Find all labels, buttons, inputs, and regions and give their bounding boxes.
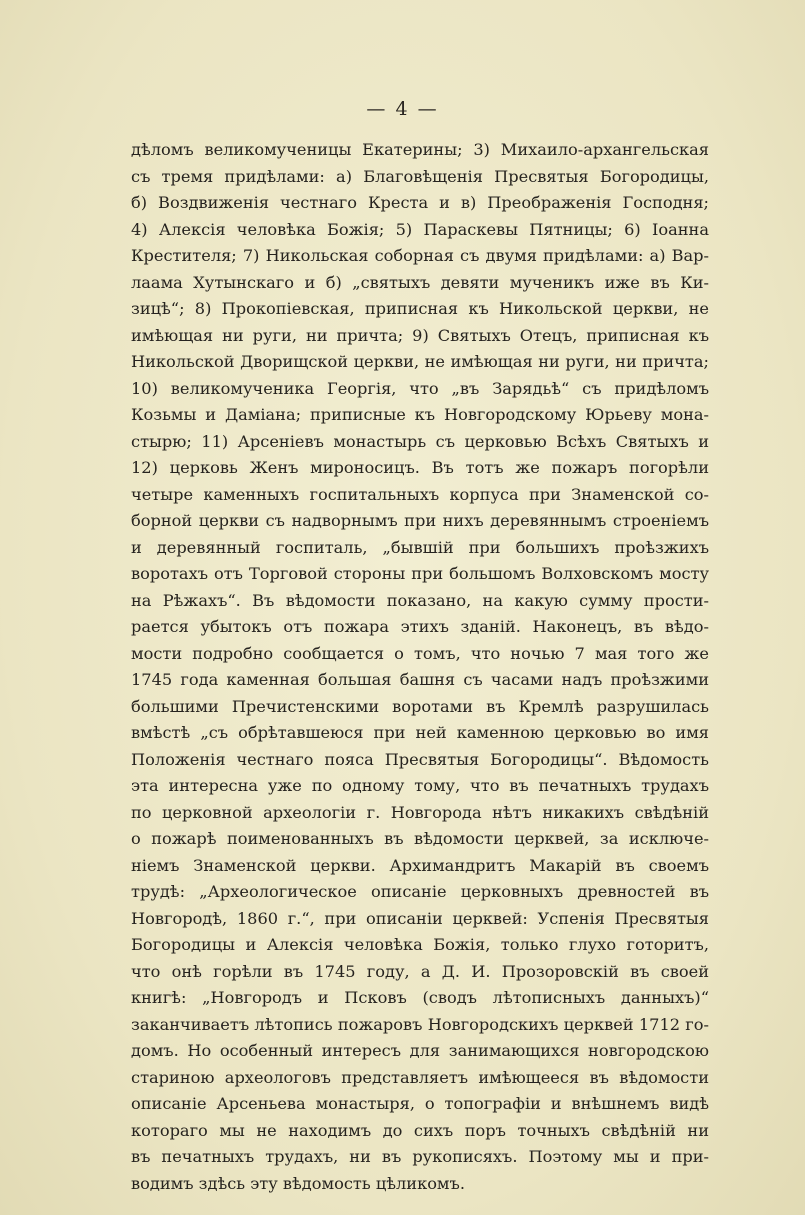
text-line: борной церкви съ надворнымъ при нихъ деревяннымъ строеніемъ bbox=[131, 511, 709, 530]
text-line: воротахъ отъ Торговой стороны при большомъ Волховскомъ мосту bbox=[131, 564, 709, 583]
text-line: Новгородѣ, 1860 г.“, при описаніи церквей: Успенія Пресвятыя bbox=[131, 908, 709, 928]
text-line: по церковной археологіи г. Новгорода нѣтъ никакихъ свѣдѣній bbox=[131, 802, 709, 822]
body-text bbox=[131, 137, 709, 1197]
text-line: Положенія честнаго пояса Пресвятыя Богородицы“. Вѣдомость bbox=[131, 749, 709, 769]
text-line: эта интересна уже по одному тому, что въ печатныхъ трудахъ bbox=[131, 776, 709, 795]
text-line: водимъ здѣсь эту вѣдомость цѣликомъ. bbox=[131, 1173, 465, 1193]
text-line: 10) великомученика Георгія, что „въ Зарядьѣ“ съ придѣломъ bbox=[131, 378, 709, 398]
text-line: Никольской Дворищской церкви, не имѣющая ни руги, ни причта; bbox=[131, 352, 709, 371]
text-line: Козьмы и Даміана; приписные къ Новгородскому Юрьеву мона- bbox=[131, 405, 709, 424]
text-line: въ печатныхъ трудахъ, ни въ рукописяхъ. Поэтому мы и при- bbox=[131, 1147, 709, 1166]
text-line: описаніе Арсеньева монастыря, о топографіи и внѣшнемъ видѣ bbox=[131, 1094, 709, 1113]
text-line: о пожарѣ поименованныхъ въ вѣдомости церквей, за исключе- bbox=[131, 829, 709, 848]
text-line: зицѣ“; 8) Прокопіевская, приписная къ Никольской церкви, не bbox=[131, 299, 709, 318]
text-line: на Рѣжахъ“. Въ вѣдомости показано, на какую сумму прости- bbox=[131, 590, 709, 610]
text-line: съ тремя придѣлами: а) Благовѣщенія Пресвятыя Богородицы, bbox=[131, 166, 709, 186]
text-line: что онѣ горѣли въ 1745 году, а Д. И. Прозоровскій въ своей bbox=[131, 961, 709, 981]
text-line: дѣломъ великомученицы Екатерины; 3) Михаило-архангельская bbox=[131, 140, 709, 159]
text-line: б) Воздвиженія честнаго Креста и в) Преображенія Господня; bbox=[131, 193, 709, 212]
text-line: заканчиваетъ лѣтопись пожаровъ Новгородскихъ церквей 1712 го- bbox=[131, 1014, 709, 1034]
text-line: 1745 года каменная большая башня съ часами надъ проѣзжими bbox=[131, 670, 709, 689]
text-line: четыре каменныхъ госпитальныхъ корпуса при Знаменской со- bbox=[131, 484, 709, 504]
text-line: стариною археологовъ представляетъ имѣющееся въ вѣдомости bbox=[131, 1067, 709, 1087]
text-line: большими Пречистенскими воротами въ Кремлѣ разрушилась bbox=[131, 696, 709, 716]
text-line: рается убытокъ отъ пожара этихъ зданій. Наконецъ, въ вѣдо- bbox=[131, 617, 709, 636]
text-line: трудѣ: „Археологическое описаніе церковныхъ древностей въ bbox=[131, 882, 709, 901]
text-line: домъ. Но особенный интересъ для занимающихся новгородскою bbox=[131, 1041, 709, 1060]
text-line: мости подробно сообщается о томъ, что ночью 7 мая того же bbox=[131, 643, 709, 663]
text-line: и деревянный госпиталь, „бывшій при большихъ проѣзжихъ bbox=[131, 537, 709, 557]
text-line: вмѣстѣ „съ обрѣтавшеюся при ней каменною церковью во имя bbox=[131, 723, 709, 742]
text-line: имѣющая ни руги, ни причта; 9) Святыхъ Отецъ, приписная къ bbox=[131, 325, 709, 345]
text-line: стырю; 11) Арсеніевъ монастырь съ церковью Всѣхъ Святыхъ и bbox=[131, 431, 709, 451]
text-line: 12) церковь Женъ мироносицъ. Въ тотъ же пожаръ погорѣли bbox=[131, 458, 709, 477]
text-line: 4) Алексія человѣка Божія; 5) Параскевы Пятницы; 6) Іоанна bbox=[131, 219, 709, 239]
text-line: котораго мы не находимъ до сихъ поръ точныхъ свѣдѣній ни bbox=[131, 1120, 709, 1140]
page-number: — 4 — bbox=[366, 98, 439, 120]
text-line: книгѣ: „Новгородъ и Псковъ (сводъ лѣтописныхъ данныхъ)“ bbox=[131, 988, 709, 1007]
text-line: Богородицы и Алексія человѣка Божія, только глухо готоритъ, bbox=[131, 935, 709, 954]
text-line: лаама Хутынскаго и б) „святыхъ девяти мученикъ иже въ Ки- bbox=[131, 272, 709, 292]
text-line: Крестителя; 7) Никольская соборная съ двумя придѣлами: а) Вар- bbox=[131, 246, 709, 265]
text-line: ніемъ Знаменской церкви. Архимандритъ Макарій въ своемъ bbox=[131, 855, 709, 875]
